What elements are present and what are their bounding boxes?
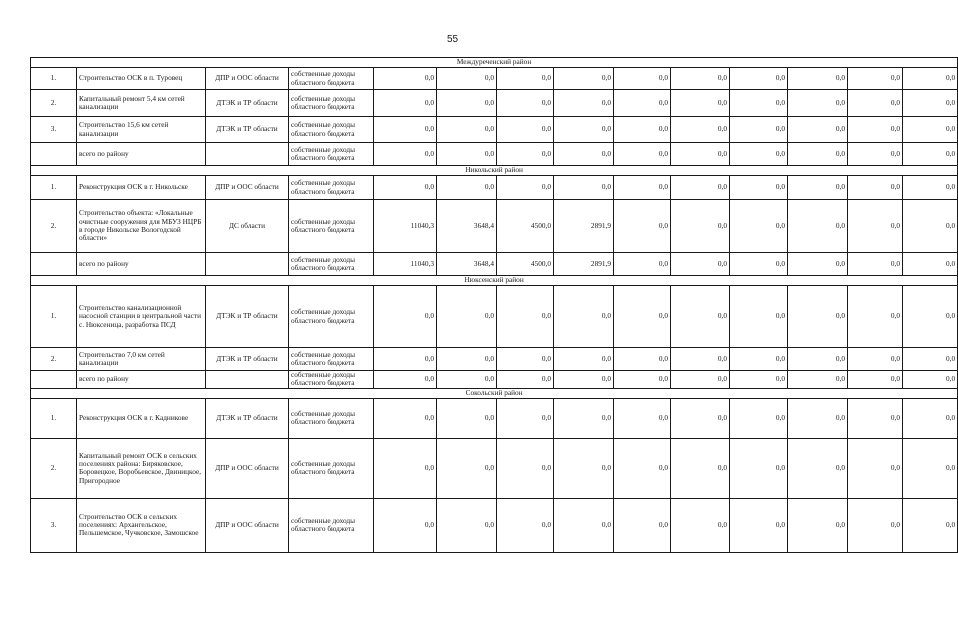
- row-number: [31, 143, 77, 166]
- funding-source: собственные доходы областного бюджета: [289, 398, 374, 438]
- object-name: всего по району: [77, 253, 206, 276]
- value-cell: 0,0: [788, 498, 848, 552]
- value-cell: 0,0: [788, 90, 848, 117]
- executor: [206, 371, 289, 389]
- table-row: [31, 117, 958, 143]
- row-number: 2.: [31, 438, 77, 498]
- value-cell: 0,0: [671, 68, 730, 90]
- executor: [206, 143, 289, 166]
- value-cell: 0,0: [497, 398, 554, 438]
- value-cell: 0,0: [437, 438, 497, 498]
- executor: ДПР и ООС области: [206, 176, 289, 200]
- value-cell: 0,0: [903, 498, 958, 552]
- value-cell: 11040,3: [374, 253, 437, 276]
- table-row: [31, 176, 958, 200]
- value-cell: 0,0: [903, 348, 958, 371]
- funding-source: собственные доходы областного бюджета: [289, 348, 374, 371]
- value-cell: 0,0: [848, 176, 903, 200]
- value-cell: 0,0: [497, 438, 554, 498]
- value-cell: 0,0: [730, 286, 788, 348]
- funding-source: собственные доходы областного бюджета: [289, 253, 374, 276]
- value-cell: 0,0: [848, 398, 903, 438]
- executor: ДПР и ООС области: [206, 498, 289, 552]
- row-number: 3.: [31, 498, 77, 552]
- object-name: Реконструкция ОСК в г. Кадникове: [77, 398, 206, 438]
- section-title: Никольский район: [31, 166, 958, 176]
- value-cell: 0,0: [614, 68, 671, 90]
- value-cell: 0,0: [614, 348, 671, 371]
- value-cell: 0,0: [788, 176, 848, 200]
- object-name: Строительство ОСК в п. Туровец: [77, 68, 206, 90]
- value-cell: 0,0: [374, 143, 437, 166]
- row-number: 2.: [31, 90, 77, 117]
- value-cell: 0,0: [437, 143, 497, 166]
- value-cell: 0,0: [554, 68, 614, 90]
- funding-source: собственные доходы областного бюджета: [289, 117, 374, 143]
- value-cell: 0,0: [730, 253, 788, 276]
- value-cell: 0,0: [614, 200, 671, 253]
- funding-source: собственные доходы областного бюджета: [289, 90, 374, 117]
- table-row: [31, 90, 958, 117]
- value-cell: 0,0: [671, 200, 730, 253]
- value-cell: 0,0: [730, 200, 788, 253]
- value-cell: 0,0: [848, 498, 903, 552]
- total-row: [31, 253, 958, 276]
- total-row: [31, 371, 958, 389]
- value-cell: 0,0: [497, 68, 554, 90]
- value-cell: 0,0: [614, 143, 671, 166]
- value-cell: 0,0: [730, 498, 788, 552]
- row-number: 2.: [31, 348, 77, 371]
- object-name: Строительство объекта: «Локальные очистные сооружения для МБУЗ НЦРБ в городе Никольске Вологодской области»: [77, 200, 206, 253]
- value-cell: 0,0: [554, 371, 614, 389]
- value-cell: 0,0: [554, 90, 614, 117]
- value-cell: 0,0: [374, 371, 437, 389]
- value-cell: 0,0: [437, 117, 497, 143]
- value-cell: 0,0: [374, 498, 437, 552]
- value-cell: 0,0: [671, 176, 730, 200]
- value-cell: 0,0: [374, 348, 437, 371]
- funding-source: собственные доходы областного бюджета: [289, 286, 374, 348]
- value-cell: 0,0: [497, 176, 554, 200]
- value-cell: 0,0: [730, 371, 788, 389]
- executor: ДПР и ООС области: [206, 68, 289, 90]
- funding-source: собственные доходы областного бюджета: [289, 200, 374, 253]
- value-cell: 0,0: [374, 176, 437, 200]
- value-cell: 2891,9: [554, 200, 614, 253]
- funding-source: собственные доходы областного бюджета: [289, 371, 374, 389]
- value-cell: 0,0: [437, 398, 497, 438]
- value-cell: 0,0: [437, 286, 497, 348]
- value-cell: 0,0: [497, 286, 554, 348]
- total-row: [31, 143, 958, 166]
- value-cell: 0,0: [903, 143, 958, 166]
- object-name: Строительство 15,6 км сетей канализации: [77, 117, 206, 143]
- value-cell: 0,0: [730, 117, 788, 143]
- value-cell: 0,0: [903, 176, 958, 200]
- value-cell: 4500,0: [497, 253, 554, 276]
- row-number: 1.: [31, 68, 77, 90]
- funding-source: собственные доходы областного бюджета: [289, 143, 374, 166]
- row-number: [31, 253, 77, 276]
- value-cell: 0,0: [554, 348, 614, 371]
- section-row: [31, 166, 958, 176]
- value-cell: 0,0: [671, 90, 730, 117]
- funding-source: собственные доходы областного бюджета: [289, 176, 374, 200]
- value-cell: 0,0: [437, 348, 497, 371]
- value-cell: 0,0: [554, 286, 614, 348]
- value-cell: 0,0: [374, 117, 437, 143]
- funding-source: собственные доходы областного бюджета: [289, 438, 374, 498]
- value-cell: 0,0: [848, 117, 903, 143]
- value-cell: 0,0: [903, 438, 958, 498]
- value-cell: 0,0: [437, 176, 497, 200]
- value-cell: 0,0: [497, 348, 554, 371]
- object-name: Капитальный ремонт 5,4 км сетей канализации: [77, 90, 206, 117]
- object-name: Строительство канализационной насосной станции в центральной части с. Нюксеница, разработка ПСД: [77, 286, 206, 348]
- program-table: [30, 57, 958, 553]
- value-cell: 0,0: [848, 253, 903, 276]
- value-cell: 0,0: [730, 438, 788, 498]
- value-cell: 0,0: [730, 176, 788, 200]
- value-cell: 0,0: [437, 498, 497, 552]
- section-row: [31, 58, 958, 68]
- object-name: всего по району: [77, 143, 206, 166]
- value-cell: 0,0: [903, 253, 958, 276]
- value-cell: 0,0: [671, 253, 730, 276]
- value-cell: 0,0: [903, 68, 958, 90]
- value-cell: 0,0: [497, 143, 554, 166]
- funding-source: собственные доходы областного бюджета: [289, 68, 374, 90]
- value-cell: 0,0: [788, 200, 848, 253]
- value-cell: 0,0: [671, 143, 730, 166]
- value-cell: 0,0: [554, 398, 614, 438]
- executor: [206, 253, 289, 276]
- page-number: 55: [446, 34, 459, 45]
- value-cell: 0,0: [614, 176, 671, 200]
- value-cell: 0,0: [497, 117, 554, 143]
- section-title: Междуреченский район: [31, 58, 958, 68]
- value-cell: 0,0: [614, 117, 671, 143]
- table-row: [31, 348, 958, 371]
- value-cell: 0,0: [671, 371, 730, 389]
- value-cell: 0,0: [614, 90, 671, 117]
- table-row: [31, 286, 958, 348]
- table-row: [31, 398, 958, 438]
- row-number: 1.: [31, 286, 77, 348]
- value-cell: 0,0: [671, 348, 730, 371]
- table-row: [31, 438, 958, 498]
- value-cell: 0,0: [497, 371, 554, 389]
- value-cell: 0,0: [788, 253, 848, 276]
- value-cell: 2891,9: [554, 253, 614, 276]
- row-number: [31, 371, 77, 389]
- value-cell: 11040,3: [374, 200, 437, 253]
- value-cell: 0,0: [671, 398, 730, 438]
- value-cell: 0,0: [903, 117, 958, 143]
- value-cell: 0,0: [374, 286, 437, 348]
- object-name: Капитальный ремонт ОСК в сельских поселениях района: Биряковское, Боровецкое, Воробьевское, Двиницкое, Пригородное: [77, 438, 206, 498]
- value-cell: 0,0: [788, 371, 848, 389]
- value-cell: 0,0: [554, 117, 614, 143]
- value-cell: 0,0: [788, 68, 848, 90]
- value-cell: 0,0: [903, 286, 958, 348]
- value-cell: 0,0: [437, 68, 497, 90]
- value-cell: 0,0: [848, 68, 903, 90]
- object-name: Реконструкция ОСК в г. Никольске: [77, 176, 206, 200]
- value-cell: 0,0: [614, 498, 671, 552]
- value-cell: 0,0: [848, 438, 903, 498]
- table-row: [31, 68, 958, 90]
- value-cell: 0,0: [848, 286, 903, 348]
- value-cell: 0,0: [554, 498, 614, 552]
- value-cell: 0,0: [437, 371, 497, 389]
- value-cell: 0,0: [374, 398, 437, 438]
- row-number: 2.: [31, 200, 77, 253]
- executor: ДТЭК и ТР области: [206, 286, 289, 348]
- value-cell: 0,0: [903, 398, 958, 438]
- object-name: Строительство 7,0 км сетей канализации: [77, 348, 206, 371]
- section-title: Нюксенский район: [31, 276, 958, 286]
- row-number: 3.: [31, 117, 77, 143]
- value-cell: 0,0: [374, 68, 437, 90]
- value-cell: 0,0: [671, 286, 730, 348]
- executor: ДТЭК и ТР области: [206, 348, 289, 371]
- funding-source: собственные доходы областного бюджета: [289, 498, 374, 552]
- value-cell: 0,0: [903, 200, 958, 253]
- value-cell: 0,0: [730, 348, 788, 371]
- value-cell: 0,0: [730, 90, 788, 117]
- value-cell: 0,0: [374, 90, 437, 117]
- object-name: всего по району: [77, 371, 206, 389]
- value-cell: 0,0: [730, 68, 788, 90]
- value-cell: 0,0: [848, 143, 903, 166]
- executor: ДТЭК и ТР области: [206, 90, 289, 117]
- value-cell: 0,0: [614, 438, 671, 498]
- value-cell: 0,0: [614, 371, 671, 389]
- value-cell: 0,0: [730, 143, 788, 166]
- executor: ДС области: [206, 200, 289, 253]
- value-cell: 0,0: [437, 90, 497, 117]
- value-cell: 4500,0: [497, 200, 554, 253]
- value-cell: 3648,4: [437, 253, 497, 276]
- value-cell: 0,0: [788, 348, 848, 371]
- value-cell: 0,0: [903, 90, 958, 117]
- value-cell: 0,0: [671, 117, 730, 143]
- row-number: 1.: [31, 176, 77, 200]
- value-cell: 0,0: [903, 371, 958, 389]
- value-cell: 0,0: [554, 143, 614, 166]
- section-row: [31, 276, 958, 286]
- value-cell: 0,0: [788, 286, 848, 348]
- executor: ДТЭК и ТР области: [206, 117, 289, 143]
- value-cell: 0,0: [730, 398, 788, 438]
- table-row: [31, 200, 958, 253]
- value-cell: 0,0: [848, 348, 903, 371]
- value-cell: 0,0: [497, 498, 554, 552]
- value-cell: 0,0: [788, 117, 848, 143]
- value-cell: 0,0: [614, 286, 671, 348]
- executor: ДТЭК и ТР области: [206, 398, 289, 438]
- value-cell: 0,0: [848, 371, 903, 389]
- executor: ДПР и ООС области: [206, 438, 289, 498]
- value-cell: 0,0: [614, 253, 671, 276]
- value-cell: 0,0: [554, 438, 614, 498]
- value-cell: 0,0: [788, 438, 848, 498]
- value-cell: 0,0: [554, 176, 614, 200]
- value-cell: 0,0: [848, 90, 903, 117]
- value-cell: 0,0: [497, 90, 554, 117]
- row-number: 1.: [31, 398, 77, 438]
- table-body: [31, 58, 958, 553]
- value-cell: 0,0: [671, 438, 730, 498]
- value-cell: 0,0: [614, 398, 671, 438]
- object-name: Строительство ОСК в сельских поселениях: Архангельское, Пельшемское, Чучковское, Замошское: [77, 498, 206, 552]
- value-cell: 0,0: [848, 200, 903, 253]
- value-cell: 0,0: [671, 498, 730, 552]
- section-row: [31, 388, 958, 398]
- section-title: Сокольский район: [31, 388, 958, 398]
- value-cell: 0,0: [374, 438, 437, 498]
- value-cell: 3648,4: [437, 200, 497, 253]
- table-row: [31, 498, 958, 552]
- value-cell: 0,0: [788, 143, 848, 166]
- value-cell: 0,0: [788, 398, 848, 438]
